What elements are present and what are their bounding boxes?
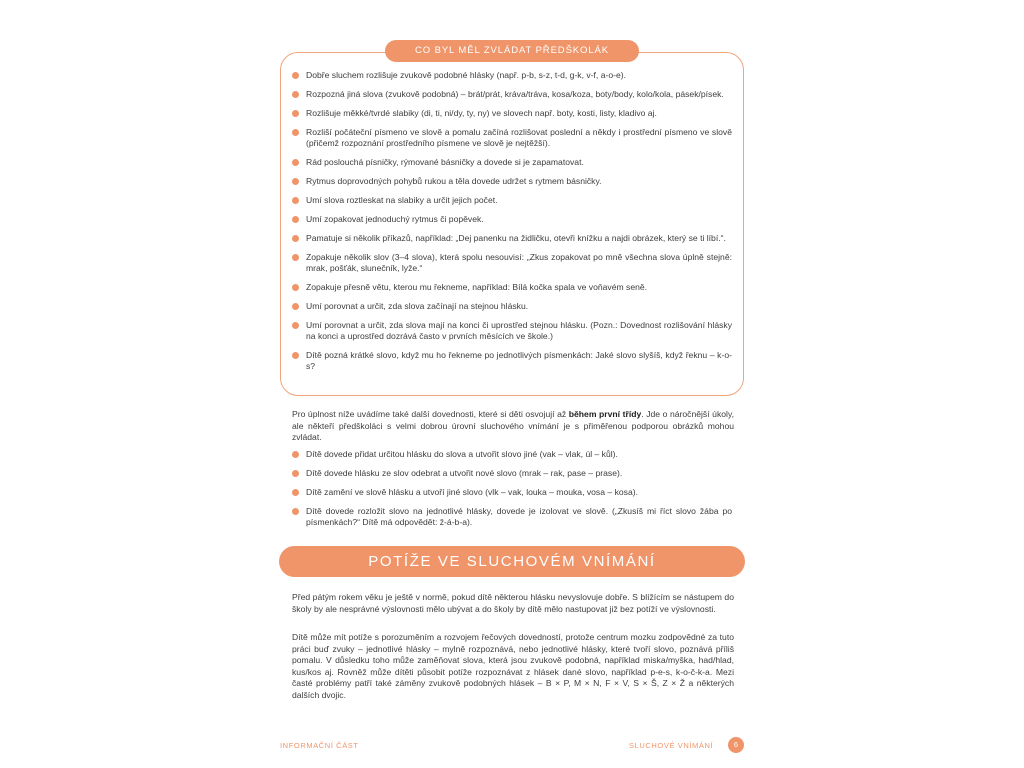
list-item: Umí porovnat a určit, zda slova mají na konci či uprostřed stejnou hlásku. (Pozn.: Dovednost rozlišování hlásky na konci a uprostřed dozrává často v prvních měsících ve škole.) [292, 320, 732, 342]
page-number: 6 [728, 737, 744, 753]
list-item: Rozlišuje měkké/tvrdé slabiky (di, ti, ni/dy, ty, ny) ve slovech např. boty, kosti, listy, kladivo aj. [292, 108, 732, 119]
list-item: Umí zopakovat jednoduchý rytmus či popěvek. [292, 214, 732, 225]
list-item: Rozliší počáteční písmeno ve slově a pomalu začíná rozlišovat poslední a někdy i prostřední písmeno ve slově (přičemž rozpoznání prostředního písmene ve slově je nejtěžší). [292, 127, 732, 149]
list-item: Dítě dovede hlásku ze slov odebrat a utvořit nové slovo (mrak – rak, pase – prase). [292, 468, 732, 479]
list-item: Rytmus doprovodných pohybů rukou a těla dovede udržet s rytmem básničky. [292, 176, 732, 187]
body-paragraph: Před pátým rokem věku je ještě v normě, pokud dítě některou hlásku nevyslovuje dobře. S blížícím se nástupem do školy by ale nesprávné výslovnosti mělo ubývat a do školy by dítě mělo nastupovat již bez potíží ve výslovnosti. [292, 592, 734, 614]
intro-text-before: Pro úplnost níže uvádíme také další dovednosti, které si děti osvojují až [292, 409, 569, 419]
intro-text-after: . Jde o náročnější úkoly, ale někteří předškoláci s velmi dobrou úrovní sluchového vnímání je s přiměřenou podporou obrázků mohou zvládat. [292, 409, 734, 442]
list-item: Dítě pozná krátké slovo, když mu ho řekneme po jednotlivých písmenkách: Jaké slovo slyšíš, když řeknu – k-o-s? [292, 350, 732, 372]
list-item: Umí porovnat a určit, zda slova začínají na stejnou hlásku. [292, 301, 732, 312]
box-title: CO BYL MĚL ZVLÁDAT PŘEDŠKOLÁK [385, 40, 639, 62]
list-item: Zopakuje přesně větu, kterou mu řekneme, například: Bílá kočka spala ve voňavém seně. [292, 282, 732, 293]
list-item: Umí slova roztleskat na slabiky a určit jejich počet. [292, 195, 732, 206]
footer-chapter-label: SLUCHOVÉ VNÍMÁNÍ [629, 741, 714, 750]
list-item: Zopakuje několik slov (3–4 slova), která spolu nesouvisí: „Zkus zopakovat po mně všechna slova úplně stejně: mrak, pošťák, slunečník, lyže.“ [292, 252, 732, 274]
intro-paragraph [292, 409, 734, 444]
body-paragraph: Dítě může mít potíže s porozuměním a rozvojem řečových dovedností, protože centrum mozku zodpovědné za tuto práci buď zvuky – jednotlivé hlásky – mylně rozpoznává, nebo jednotlivé hlásky, které tvoří slovo, poznává příliš pomalu. V důsledku toho může zaměňovat slova, která jsou zvukově podobná, například miska/myška, had/hlad, kus/kos aj. Rovněž může dítěti působit potíže rozpoznávat z hlásek dané slovo, například p-e-s, k-o-č-k-a. Mezi časté problémy patří také záměny zvukově podobných hlásek – B × P, M × N, F × V, S × Š, Z × Ž a některých dalších dvojic. [292, 632, 734, 700]
first-grade-skills-list [292, 449, 732, 536]
preschool-skills-list [292, 70, 732, 380]
footer-section-label: INFORMAČNÍ ČÁST [280, 741, 359, 750]
section-heading: POTÍŽE VE SLUCHOVÉM VNÍMÁNÍ [279, 546, 745, 577]
list-item: Dítě zamění ve slově hlásku a utvoří jiné slovo (vlk – vak, louka – mouka, vosa – kosa). [292, 487, 732, 498]
list-item: Rozpozná jiná slova (zvukově podobná) – brát/prát, kráva/tráva, kosa/koza, boty/body, kolo/kola, pásek/písek. [292, 89, 732, 100]
list-item: Dítě dovede rozložit slovo na jednotlivé hlásky, dovede je izolovat ve slově. („Zkusíš mi říct slovo žába po písmenkách?“ Dítě má odpovědět: ž-á-b-a). [292, 506, 732, 528]
list-item: Dítě dovede přidat určitou hlásku do slova a utvořit slovo jiné (vak – vlak, úl – kůl). [292, 449, 732, 460]
list-item: Rád poslouchá písničky, rýmované básničky a dovede si je zapamatovat. [292, 157, 732, 168]
list-item: Dobře sluchem rozlišuje zvukově podobné hlásky (např. p-b, s-z, t-d, g-k, v-f, a-o-e). [292, 70, 732, 81]
intro-bold: během první třídy [568, 409, 642, 419]
list-item: Pamatuje si několik příkazů, například: „Dej panenku na židličku, otevři knížku a najdi obrázek, který se ti líbí.“. [292, 233, 732, 244]
